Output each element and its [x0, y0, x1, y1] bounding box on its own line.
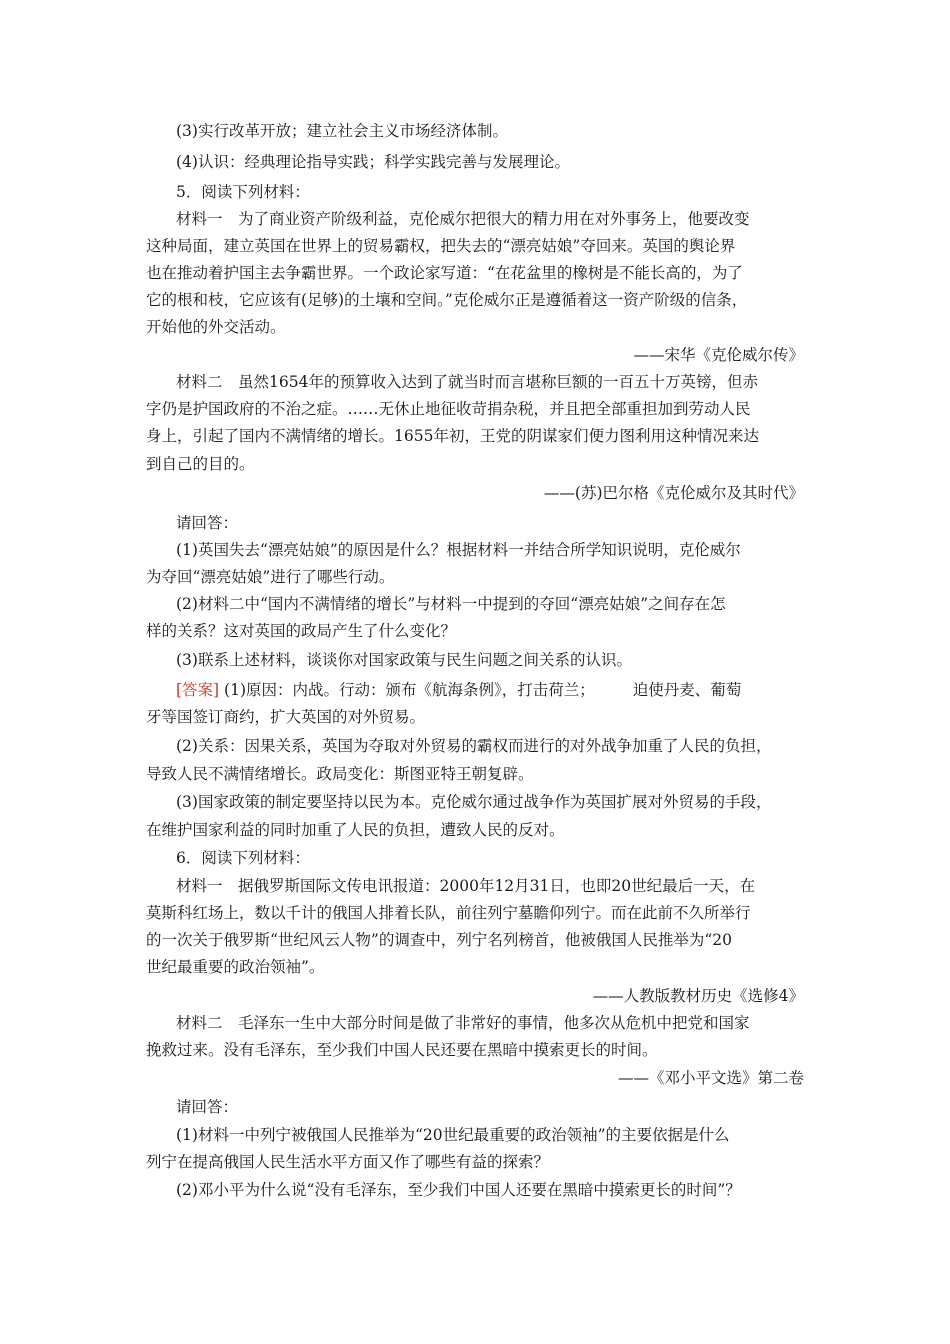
material-text-line: 材料二 虽然1654年的预算收入达到了就当时而言堪称巨额的一百五十万英镑，但赤 — [176, 373, 758, 391]
answer-line: 导致人民不满情绪增长。政局变化：斯图亚特王朝复辟。 — [146, 765, 534, 783]
answer-tag: [答案] — [176, 681, 220, 699]
material-text-line: 挽救过来。没有毛泽东，至少我们中国人民还要在黑暗中摸索更长的时间。 — [146, 1041, 658, 1059]
material-text-line: 开始他的外交活动。 — [146, 318, 286, 336]
source-citation: ——宋华《克伦威尔传》 — [633, 346, 804, 364]
answer-line: (2)关系：因果关系，英国为夺取对外贸易的霸权而进行的对外战争加重了人民的负担， — [176, 737, 772, 755]
question-line: (2)材料二中“国内不满情绪的增长”与材料一中提到的夺回“漂亮姑娘”之间存在怎 — [176, 595, 726, 613]
material-text-line: 材料一 据俄罗斯国际文传电讯报道：2000年12月31日，也即20世纪最后一天，在 — [176, 877, 756, 895]
please-answer-label: 请回答： — [176, 514, 239, 532]
material-text-line: 身上，引起了国内不满情绪的增长。1655年初，王党的阴谋家们便力图利用这种情况来达 — [146, 427, 759, 445]
material-text-line: 材料一 为了商业资产阶级利益，克伦威尔把很大的精力用在对外事务上，他要改变 — [176, 210, 750, 228]
source-citation: ——《邓小平文选》第二卷 — [617, 1069, 804, 1087]
material-text-line: 这种局面，建立英国在世界上的贸易霸权，把失去的“漂亮姑娘”夺回来。英国的舆论界 — [146, 237, 736, 255]
material-text-line: 到自己的目的。 — [146, 455, 255, 473]
question-line: 为夺回“漂亮姑娘”进行了哪些行动。 — [146, 568, 395, 586]
answer-line-4: (4)认识：经典理论指导实践；科学实践完善与发展理论。 — [176, 153, 570, 171]
material-text-line: 材料二 毛泽东一生中大部分时间是做了非常好的事情，他多次从危机中把党和国家 — [176, 1014, 750, 1032]
answer-line: 在维护国家利益的同时加重了人民的负担，遭致人民的反对。 — [146, 821, 565, 839]
question-line: (1)英国失去“漂亮姑娘”的原因是什么？根据材料一并结合所学知识说明，克伦威尔 — [176, 541, 741, 559]
material-text-line: 世纪最重要的政治领袖”。 — [146, 958, 325, 976]
question-line: (2)邓小平为什么说“没有毛泽东，至少我们中国人还要在黑暗中摸索更长的时间”？ — [176, 1181, 741, 1199]
question-line: (1)材料一中列宁被俄国人民推举为“20世纪最重要的政治领袖”的主要依据是什么 — [176, 1126, 730, 1144]
question-line: 列宁在提高俄国人民生活水平方面又作了哪些有益的探索？ — [146, 1153, 550, 1171]
answer-line-3: (3)实行改革开放；建立社会主义市场经济体制。 — [176, 122, 508, 140]
material-text-line: 的一次关于俄罗斯“世纪风云人物”的调查中，列宁名列榜首，他被俄国人民推举为“20 — [146, 931, 732, 949]
question-line: 样的关系？这对英国的政局产生了什么变化？ — [146, 622, 457, 640]
answer-text: (1)原因：内战。行动：颁布《航海条例》，打击荷兰； — [224, 681, 595, 699]
question-line: (3)联系上述材料，谈谈你对国家政策与民生问题之间关系的认识。 — [176, 651, 632, 669]
answer-line — [176, 680, 741, 700]
answer-text: 迫使丹麦、葡萄 — [632, 681, 742, 699]
answer-line: (3)国家政策的制定要坚持以民为本。克伦威尔通过战争作为英国扩展对外贸易的手段， — [176, 793, 772, 811]
material-text-line: 字仍是护国政府的不治之症。……无休止地征收苛捐杂税，并且把全部重担加到劳动人民 — [146, 400, 751, 418]
question-5-heading: 5．阅读下列材料： — [176, 183, 310, 201]
material-text-line: 莫斯科红场上，数以千计的俄国人排着长队，前往列宁墓瞻仰列宁。而在此前不久所举行 — [146, 904, 751, 922]
question-6-heading: 6．阅读下列材料： — [176, 849, 310, 867]
source-citation: ——(苏)巴尔格《克伦威尔及其时代》 — [543, 484, 804, 502]
material-text-line: 也在推动着护国主去争霸世界。一个政论家写道：“在花盆里的橡树是不能长高的，为了 — [146, 264, 743, 282]
answer-line: 牙等国签订商约，扩大英国的对外贸易。 — [146, 708, 426, 726]
source-citation: ——人教版教材历史《选修4》 — [592, 987, 804, 1005]
please-answer-label: 请回答： — [176, 1098, 239, 1116]
material-text-line: 它的根和枝，它应该有(足够)的土壤和空间。”克伦威尔正是遵循着这一资产阶级的信条， — [146, 291, 748, 309]
